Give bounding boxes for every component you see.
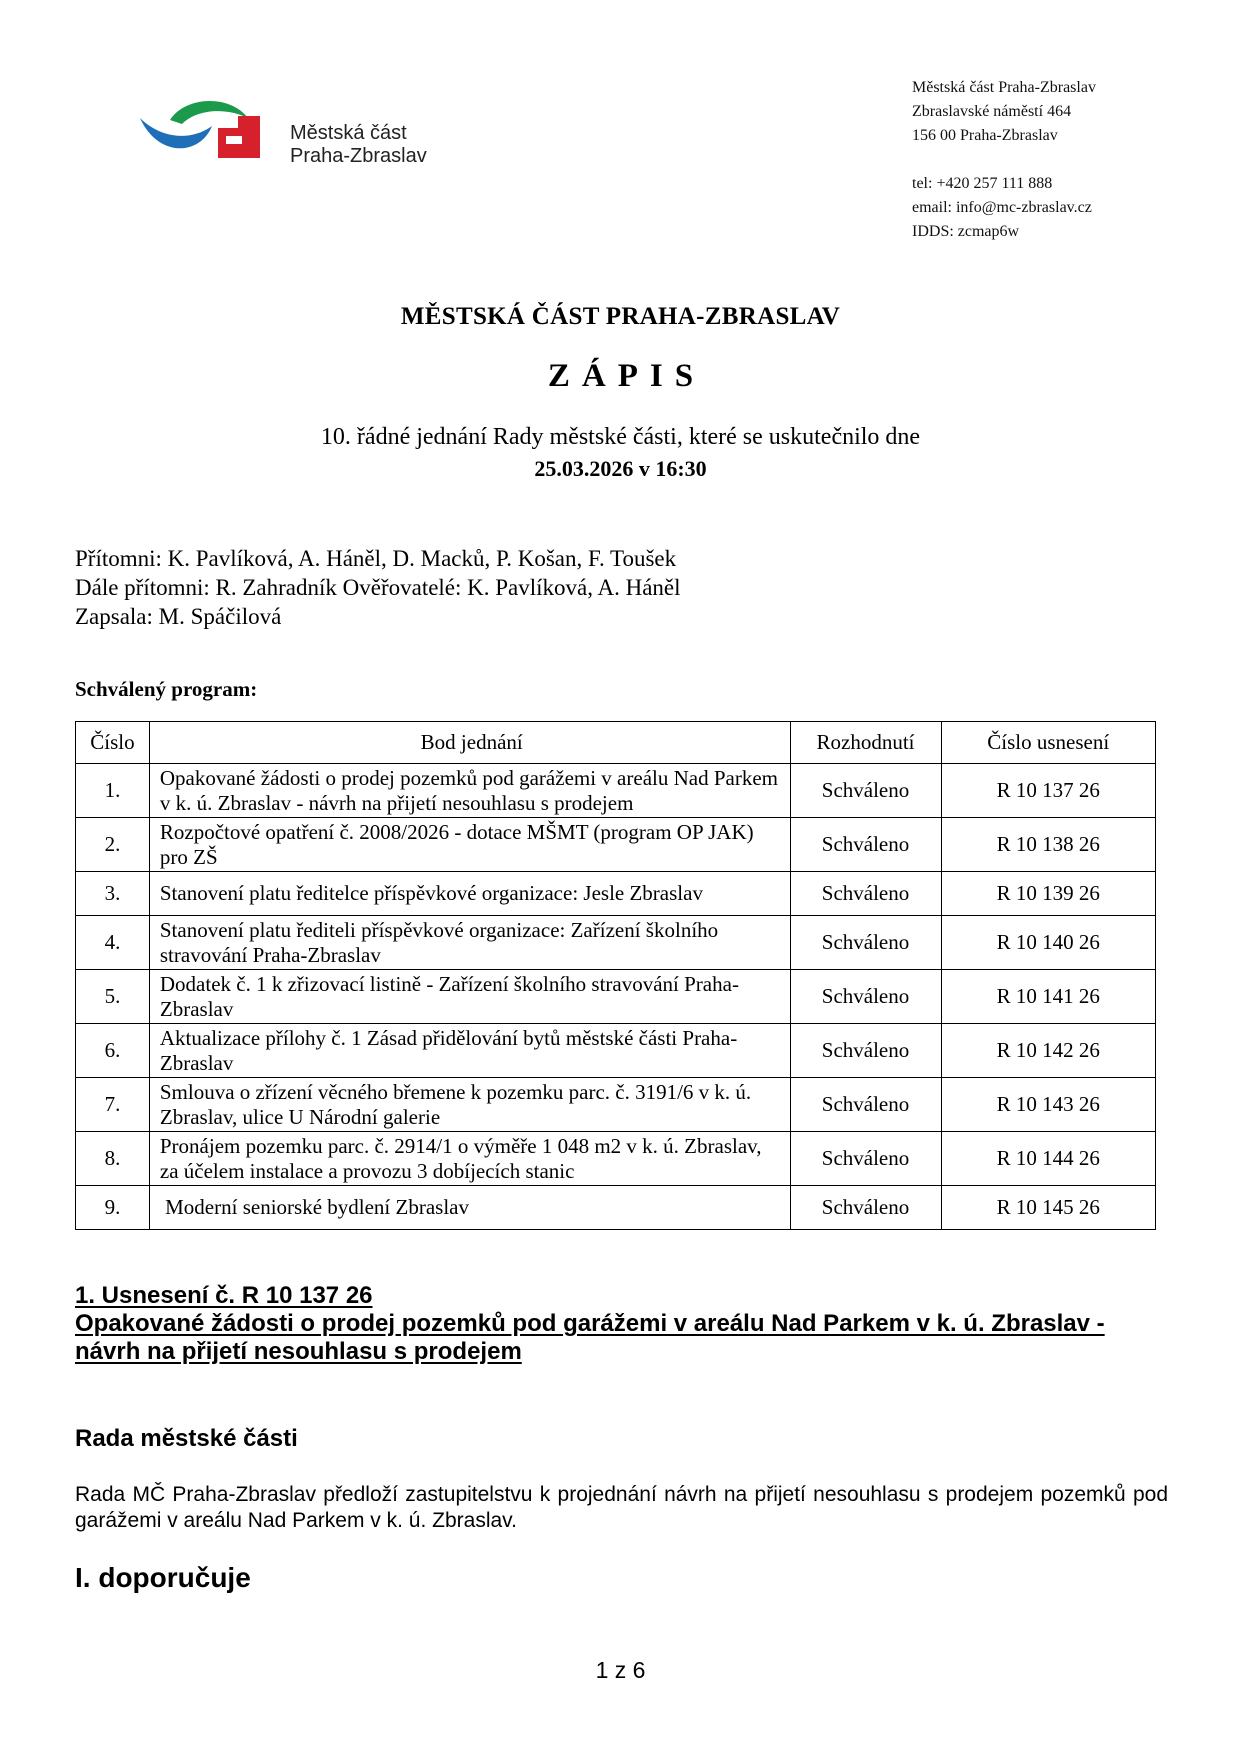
row-resolution: R 10 139 26 (941, 872, 1156, 916)
row-item: Stanovení platu řediteli příspěvkové organizace: Zařízení školního stravování Praha-Zbraslav (149, 916, 790, 970)
column-header-number: Číslo (76, 722, 150, 764)
row-resolution: R 10 138 26 (941, 818, 1156, 872)
also-present-line: Dále přítomni: R. Zahradník Ověřovatelé: K. Pavlíková, A. Háněl (75, 575, 681, 600)
logo-text (290, 122, 427, 168)
row-item: Dodatek č. 1 k zřizovací listině - Zařízení školního stravování Praha-Zbraslav (149, 970, 790, 1024)
row-number: 2. (76, 818, 150, 872)
row-resolution: R 10 143 26 (941, 1078, 1156, 1132)
column-header-decision: Rozhodnutí (790, 722, 941, 764)
row-item: Aktualizace přílohy č. 1 Zásad přidělování bytů městské části Praha-Zbraslav (149, 1024, 790, 1078)
row-resolution: R 10 142 26 (941, 1024, 1156, 1078)
page-number: 1 z 6 (595, 1657, 646, 1683)
table-header-row (76, 722, 1156, 764)
table-row (76, 1132, 1156, 1186)
row-item: Pronájem pozemku parc. č. 2914/1 o výměře 1 048 m2 v k. ú. Zbraslav, za účelem instalace a provozu 3 dobíjecích stanic (149, 1132, 790, 1186)
row-decision: Schváleno (790, 1132, 941, 1186)
table-row (76, 1078, 1156, 1132)
row-decision: Schváleno (790, 1078, 941, 1132)
resolution-body: Rada MČ Praha-Zbraslav předloží zastupitelstvu k projednání návrh na přijetí nesouhlasu s prodejem pozemků pod garážemi v areálu Nad Parkem v k. ú. Zbraslav. (75, 1483, 1168, 1532)
attendance-block (75, 544, 681, 631)
table-row (76, 1186, 1156, 1230)
row-number: 5. (76, 970, 150, 1024)
row-item: Rozpočtové opatření č. 2008/2026 - dotace MŠMT (program OP JAK) pro ZŠ (149, 818, 790, 872)
column-header-resolution: Číslo usnesení (941, 722, 1156, 764)
logo-text-line1: Městská část (290, 122, 407, 144)
table-row (76, 916, 1156, 970)
address-line: 156 00 Praha-Zbraslav (912, 127, 1058, 144)
present-line: Přítomni: K. Pavlíková, A. Háněl, D. Macků, P. Košan, F. Toušek (75, 546, 677, 571)
logo-text-line2: Praha-Zbraslav (290, 145, 427, 167)
row-number: 3. (76, 872, 150, 916)
email-line: email: info@mc-zbraslav.cz (912, 199, 1092, 216)
row-resolution: R 10 137 26 (941, 764, 1156, 818)
idds-line: IDDS: zcmap6w (912, 223, 1020, 240)
row-number: 4. (76, 916, 150, 970)
meeting-description: 10. řádné jednání Rady městské části, které se uskutečnilo dne (320, 424, 921, 450)
row-number: 7. (76, 1078, 150, 1132)
table-row (76, 872, 1156, 916)
row-decision: Schváleno (790, 1186, 941, 1230)
row-item: Stanovení platu ředitelce příspěvkové organizace: Jesle Zbraslav (149, 872, 790, 916)
address-line: Zbraslavské náměstí 464 (912, 103, 1072, 120)
row-decision: Schváleno (790, 818, 941, 872)
row-number: 6. (76, 1024, 150, 1078)
resolution-heading (75, 1282, 1170, 1366)
organization-title: MĚSTSKÁ ČÁST PRAHA-ZBRASLAV (400, 303, 841, 330)
table-row (76, 1024, 1156, 1078)
recommends-heading: I. doporučuje (75, 1562, 251, 1593)
row-number: 9. (76, 1186, 150, 1230)
council-heading: Rada městské části (75, 1425, 298, 1452)
logo-emblem-icon (140, 98, 280, 168)
row-item: Moderní seniorské bydlení Zbraslav (149, 1186, 790, 1230)
row-decision: Schváleno (790, 764, 941, 818)
row-resolution: R 10 141 26 (941, 970, 1156, 1024)
recorded-by-line: Zapsala: M. Spáčilová (75, 604, 282, 629)
table-row (76, 818, 1156, 872)
table-row (76, 970, 1156, 1024)
table-row (76, 764, 1156, 818)
row-decision: Schváleno (790, 970, 941, 1024)
row-number: 8. (76, 1132, 150, 1186)
row-resolution: R 10 140 26 (941, 916, 1156, 970)
resolution-title-line: návrh na přijetí nesouhlasu s prodejem (75, 1338, 522, 1365)
program-table (75, 721, 1156, 1230)
address-block (912, 76, 1096, 244)
row-item: Smlouva o zřízení věcného břemene k pozemku parc. č. 3191/6 v k. ú. Zbraslav, ulice U Národní galerie (149, 1078, 790, 1132)
resolution-title-line: Opakované žádosti o prodej pozemků pod garážemi v areálu Nad Parkem v k. ú. Zbraslav - (75, 1310, 1105, 1337)
row-resolution: R 10 144 26 (941, 1132, 1156, 1186)
phone-line: tel: +420 257 111 888 (912, 175, 1053, 192)
row-number: 1. (76, 764, 150, 818)
row-decision: Schváleno (790, 1024, 941, 1078)
municipality-logo (140, 98, 440, 178)
program-heading: Schválený program: (75, 677, 258, 701)
meeting-date: 25.03.2026 v 16:30 (534, 456, 707, 481)
row-decision: Schváleno (790, 872, 941, 916)
document-title: ZÁPIS (547, 358, 706, 394)
row-resolution: R 10 145 26 (941, 1186, 1156, 1230)
resolution-number: 1. Usnesení č. R 10 137 26 (75, 1282, 373, 1309)
row-item: Opakované žádosti o prodej pozemků pod garážemi v areálu Nad Parkem v k. ú. Zbraslav - návrh na přijetí nesouhlasu s prodejem (149, 764, 790, 818)
row-decision: Schváleno (790, 916, 941, 970)
column-header-item: Bod jednání (149, 722, 790, 764)
address-line: Městská část Praha-Zbraslav (912, 79, 1096, 96)
